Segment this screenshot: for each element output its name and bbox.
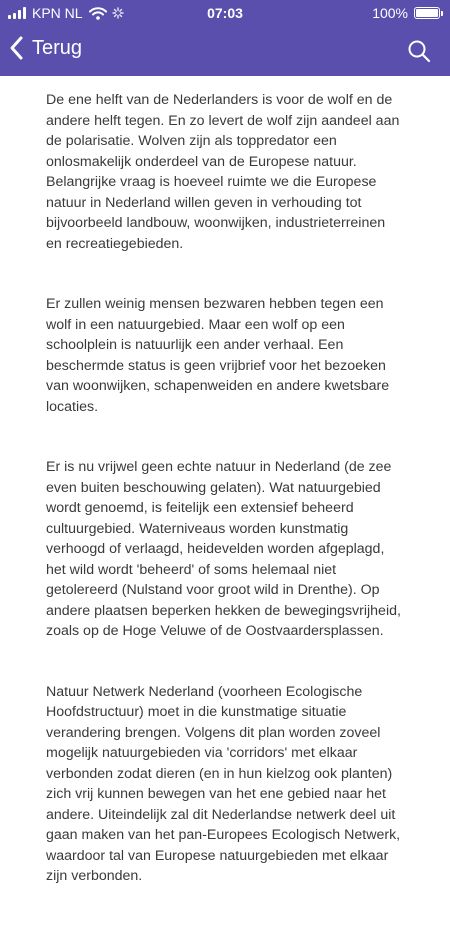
article-paragraph: Er zullen weinig mensen bezwaren hebben tegen een wolf in een natuurgebied. Maar een wolf op een schoolplein is natuurlijk een ander verhaal. Een beschermde status is geen vrijbrief voor het bezoeken van woonwijken, schapenweiden en andere kwetsbare locaties. bbox=[46, 296, 390, 415]
back-button[interactable] bbox=[8, 35, 82, 61]
article-paragraph: De ene helft van de Nederlanders is voor de wolf en de andere helft tegen. En zo levert de wolf zijn aandeel aan de polarisatie. Wolven zijn als toppredator een onlosmakelijk onderdeel van de Europese natuur. Belangrijke vraag is hoeveel ruimte we die Europese natuur in Nederland willen geven in verhouding tot bijvoorbeeld landbouw, woonwijken, industrieterreinen en recreatiegebieden. bbox=[46, 92, 400, 252]
article-body bbox=[46, 90, 404, 927]
battery-percentage: 100% bbox=[372, 5, 408, 21]
back-label: Terug bbox=[32, 36, 83, 59]
article-paragraph: Er is nu vrijwel geen echte natuur in Nederland (de zee even buiten beschouwing gelaten). Wat natuurgebied wordt genoemd, is feitelijk een extensief beheerd cultuurgebied. Waterniveaus worden kunstmatig verhoogd of verlaagd, heidevelden worden afgeplagd, het wild wordt 'beheerd' of soms helemaal niet getolereerd (Nulstand voor groot wild in Drenthe). Op andere plaatsen beperken hekken de bewegingsvrijheid, zoals op de Hoge Veluwe of de Oostvaardersplassen. bbox=[46, 459, 401, 639]
status-time: 07:03 bbox=[207, 5, 243, 21]
carrier-name: KPN NL bbox=[32, 5, 83, 21]
battery-icon bbox=[414, 7, 440, 19]
status-right bbox=[372, 5, 440, 21]
nav-bar bbox=[0, 26, 450, 76]
article-paragraph: Natuur Netwerk Nederland (voorheen Ecologische Hoofdstructuur) moet in die kunstmatige situatie verandering brengen. Volgens dit plan worden zoveel mogelijk natuurgebieden via 'corridors' met elkaar verbonden zodat dieren (en in hun kielzog ook planten) zich vrij kunnen bewegen van het ene gebied naar het andere. Uiteindelijk zal dit Nederlandse netwerk deel uit gaan maken van het pan-Europees Ecologisch Netwerk, waardoor tal van Europese natuurgebieden met elkaar zijn verbonden. bbox=[46, 683, 401, 884]
status-bar bbox=[0, 0, 450, 26]
chevron-left-icon bbox=[8, 35, 26, 61]
search-icon[interactable] bbox=[406, 38, 432, 64]
